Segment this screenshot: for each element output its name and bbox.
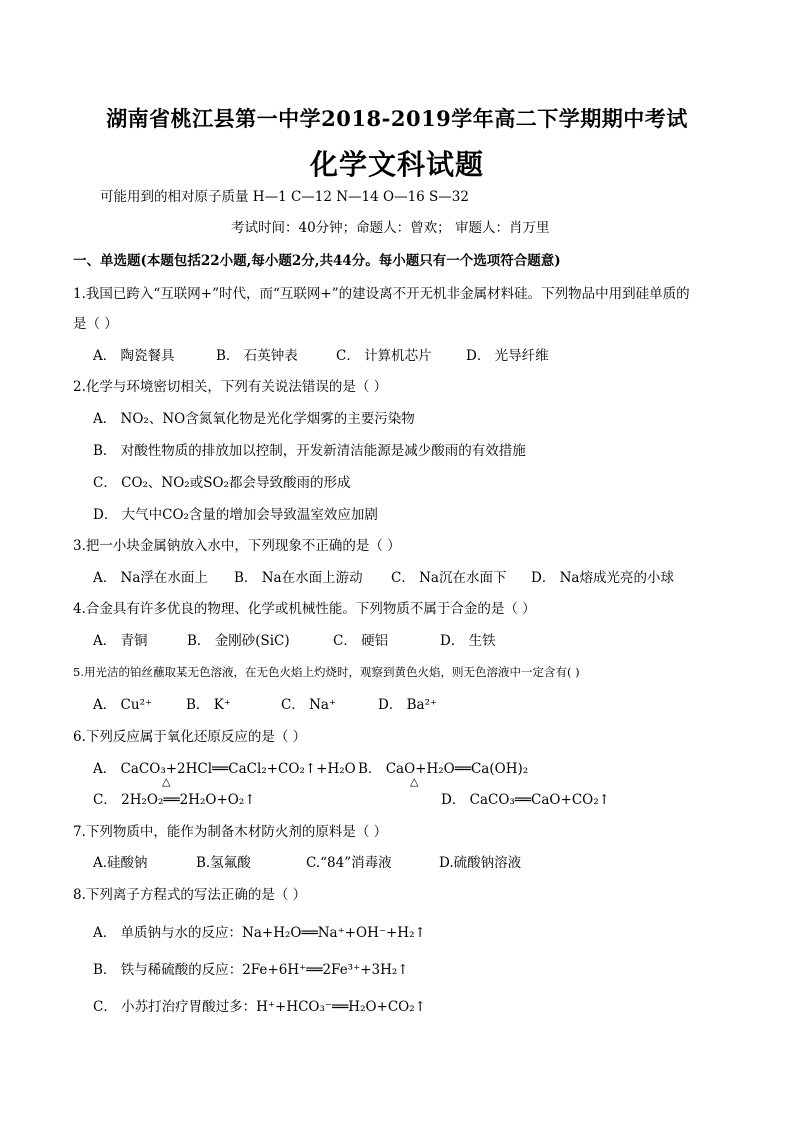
q3-option-c: C． Na沉在水面下 (391, 570, 507, 586)
question-2-stem: 2.化学与环境密切相关，下列有关说法错误的是（ ） (73, 379, 388, 395)
q1-option-c: C． 计算机芯片 (336, 348, 432, 364)
q8-option-c: C． 小苏打治疗胃酸过多：H⁺+HCO₃⁻══H₂O+CO₂↑ (93, 999, 426, 1015)
q8-option-a: A． 单质钠与水的反应：Na+H₂O══Na⁺+OH⁻+H₂↑ (93, 925, 426, 941)
q2-option-d: D． 大气中CO₂含量的增加会导致温室效应加剧 (93, 507, 378, 523)
q3-option-b: B． Na在水面上游动 (234, 570, 363, 586)
q5-option-c: C． Na⁺ (281, 697, 337, 713)
q3-option-d: D． Na熔成光亮的小球 (531, 570, 674, 586)
question-1-stem-cont: 是（ ） (73, 316, 118, 332)
q3-option-a: A． Na浮在水面上 (93, 570, 208, 586)
q6-option-a: A． CaCO₃+2HCl══CaCl₂+CO₂↑+H₂O (93, 761, 356, 777)
q4-option-a: A． 青铜 (93, 633, 148, 649)
question-5-stem: 5.用光洁的铂丝蘸取某无色溶液，在无色火焰上灼烧时，观察到黄色火焰，则无色溶液中一定含有( ) (73, 665, 580, 679)
question-1-stem: 1.我国已跨入“互联网+”时代，而“互联网+”的建设离不开无机非金属材料硅。下列物品中用到硅单质的 (73, 286, 690, 302)
q6-option-d: D． CaCO₃══CaO+CO₂↑ (441, 792, 610, 808)
heat-delta-mark: △ (162, 775, 171, 788)
q7-option-d: D.硫酸钠溶液 (439, 855, 522, 871)
q8-option-b: B． 铁与稀硫酸的反应：2Fe+6H⁺══2Fe³⁺+3H₂↑ (93, 962, 409, 978)
q2-option-b: B． 对酸性物质的排放加以控制，开发新清洁能源是减少酸雨的有效措施 (93, 443, 526, 459)
q5-option-b: B． K⁺ (186, 697, 231, 713)
q1-option-a: A． 陶瓷餐具 (93, 348, 175, 364)
atomic-masses: 可能用到的相对原子质量 H—1 C—12 N—14 O—16 S—32 (100, 189, 469, 205)
q1-option-d: D． 光导纤维 (466, 348, 549, 364)
exam-meta: 考试时间：40分钟；命题人：曾欢； 审题人：肖万里 (231, 220, 550, 236)
exam-title: 湖南省桃江县第一中学2018-2019学年高二下学期期中考试 (106, 106, 688, 131)
q7-option-b: B.氢氟酸 (196, 855, 251, 871)
q6-option-b: B． CaO+H₂O══Ca(OH)₂ (358, 761, 529, 777)
section-heading: 一、单选题(本题包括22小题,每小题2分,共44分。每小题只有一个选项符合题意) (73, 253, 561, 269)
q2-option-c: C． CO₂、NO₂或SO₂都会导致酸雨的形成 (93, 475, 351, 491)
q4-option-b: B． 金刚砂(SiC) (187, 633, 290, 649)
q7-option-a: A.硅酸钠 (93, 855, 148, 871)
q5-option-d: D． Ba²⁺ (378, 697, 438, 713)
q2-option-a: A． NO₂、NO含氮氧化物是光化学烟雾的主要污染物 (93, 411, 415, 427)
question-3-stem: 3.把一小块金属钠放入水中，下列现象不正确的是（ ） (73, 538, 401, 554)
question-7-stem: 7.下列物质中，能作为制备木材防火剂的原料是（ ） (73, 824, 388, 840)
question-6-stem: 6.下列反应属于氧化还原反应的是（ ） (73, 729, 307, 745)
exam-subtitle: 化学文科试题 (309, 148, 484, 181)
question-4-stem: 4.合金具有许多优良的物理、化学或机械性能。下列物质不属于合金的是（ ） (73, 601, 536, 617)
q7-option-c: C.“84”消毒液 (306, 855, 392, 871)
question-8-stem: 8.下列离子方程式的写法正确的是（ ） (73, 887, 307, 903)
q4-option-d: D． 生铁 (440, 633, 496, 649)
q4-option-c: C． 硬铝 (333, 633, 389, 649)
q6-option-c: C． 2H₂O₂══2H₂O+O₂↑ (93, 792, 256, 808)
q1-option-b: B． 石英钟表 (216, 348, 298, 364)
q5-option-a: A． Cu²⁺ (93, 697, 153, 713)
heat-delta-mark: △ (410, 775, 419, 788)
